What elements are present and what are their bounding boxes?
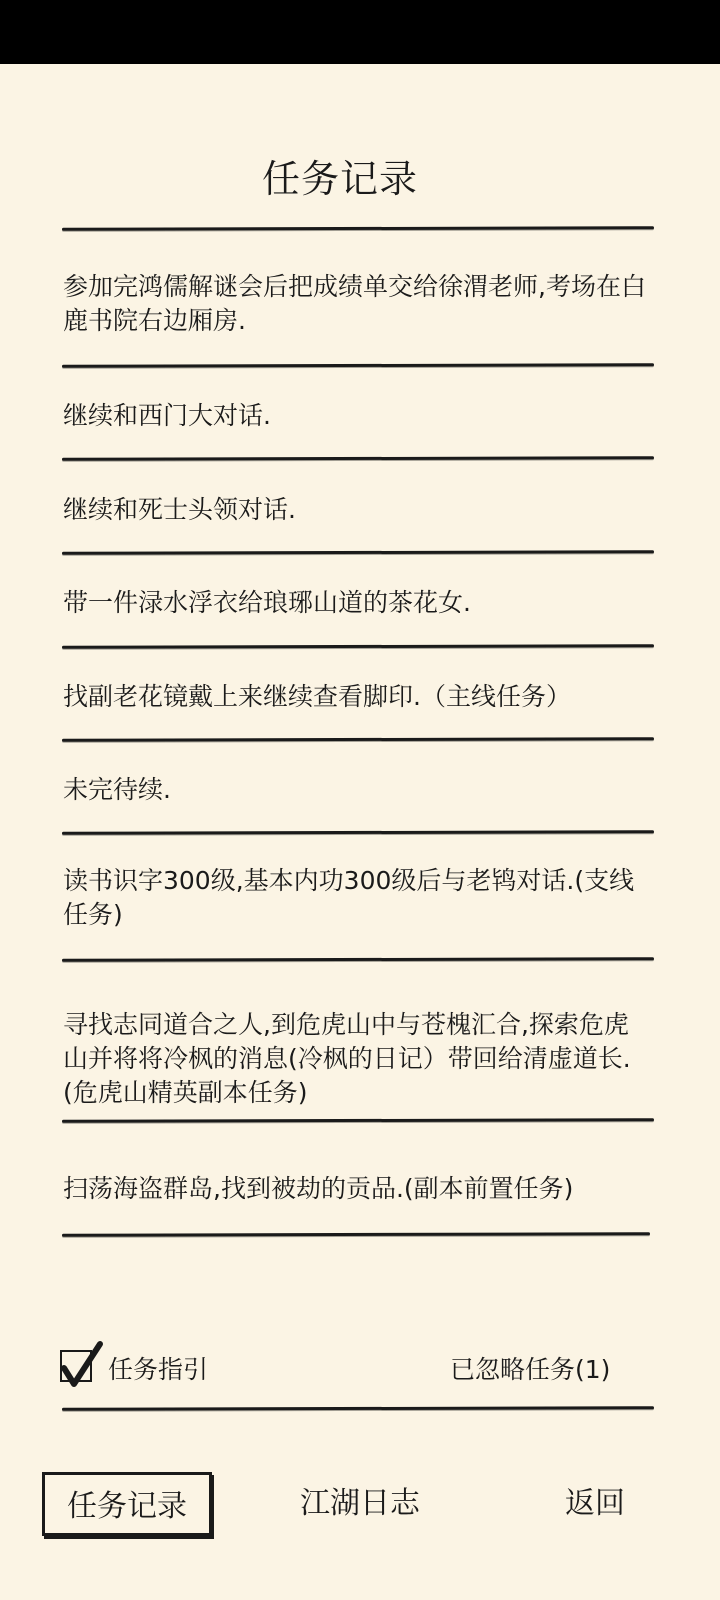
quest-divider (62, 363, 654, 368)
page-title: 任务记录 (261, 157, 418, 201)
quest-item-4[interactable]: 带一件渌水浮衣给琅琊山道的茶花女. (63, 588, 471, 617)
quest-divider (62, 957, 654, 962)
guide-divider (62, 1406, 654, 1411)
title-divider (62, 226, 654, 231)
quest-item-2[interactable]: 继续和西门大对话. (63, 401, 271, 430)
quest-item-3[interactable]: 继续和死士头领对话. (63, 495, 296, 524)
tab-jianghu-journal[interactable]: 江湖日志 (300, 1486, 420, 1521)
guide-label: 任务指引 (108, 1355, 209, 1384)
quest-item-1[interactable]: 参加完鸿儒解谜会后把成绩单交给徐渭老师,考场在白鹿书院右边厢房. (63, 272, 646, 335)
checkmark-icon (54, 1338, 110, 1394)
quest-item-6[interactable]: 未完待续. (63, 775, 171, 804)
quest-item-5[interactable]: 找副老花镜戴上来继续查看脚印.（主线任务） (63, 682, 571, 711)
quest-divider (62, 1232, 650, 1237)
quest-divider (62, 1118, 654, 1123)
guide-row (0, 1336, 720, 1396)
quest-item-7[interactable]: 读书识字300级,基本内功300级后与老鸨对话.(支线任务) (63, 866, 635, 929)
guide-checkbox[interactable] (60, 1350, 92, 1382)
quest-divider (62, 644, 654, 649)
back-button[interactable]: 返回 (565, 1486, 625, 1521)
quest-divider (62, 830, 654, 835)
quest-item-9[interactable]: 扫荡海盗群岛,找到被劫的贡品.(副本前置任务) (63, 1174, 574, 1203)
quest-divider (62, 550, 654, 555)
quest-item-8[interactable]: 寻找志同道合之人,到危虎山中与苍槐汇合,探索危虎山并将将冷枫的消息(冷枫的日记）带回给清虚道长.(危虎山精英副本任务) (63, 1010, 631, 1107)
status-bar (0, 0, 720, 64)
ignored-quests-link[interactable]: 已忽略任务(1) (450, 1355, 611, 1384)
quest-divider (62, 456, 654, 461)
quest-divider (62, 737, 654, 742)
tab-quest-records[interactable]: 任务记录 (42, 1472, 212, 1536)
